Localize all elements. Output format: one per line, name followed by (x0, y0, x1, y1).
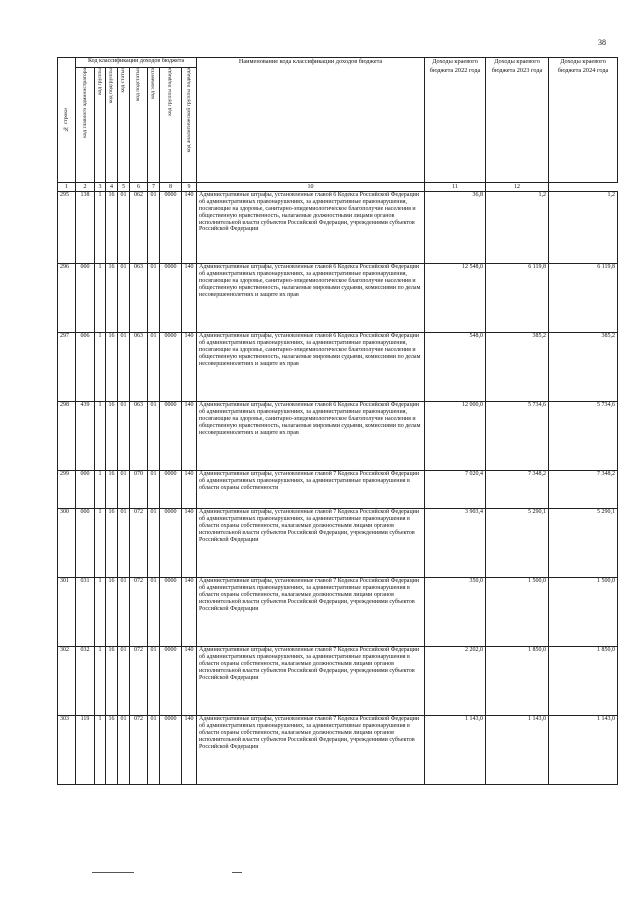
income-name: Административные штрафы, установленные главой 7 Кодекса Российской Федерации об административных правонарушениях, за административные правонарушения в области охраны собственности, налагаемые должностными лицами органов исполнительной власти субъектов Российской Федерации, учреждениями субъектов Российской Федерации (197, 647, 425, 716)
code-cell: 140 (182, 716, 197, 785)
column-numbers-row (58, 183, 618, 192)
code-cell: 140 (182, 264, 197, 333)
amount-2023: 6 119,8 (486, 264, 549, 333)
code-cell: 01 (148, 264, 160, 333)
table-row (58, 716, 618, 785)
amount-2022: 3 903,4 (425, 509, 486, 578)
code-cell: 1 (95, 264, 106, 333)
code-cell: 16 (106, 716, 118, 785)
amount-2022: 1 143,0 (425, 716, 486, 785)
code-cell: 16 (106, 509, 118, 578)
code-cell: 0000 (160, 402, 182, 471)
code-cell: 140 (182, 509, 197, 578)
code-cell: 01 (118, 716, 130, 785)
header-code-group-col: код группы (95, 68, 106, 183)
footer-line-right (232, 872, 242, 873)
amount-2022: 12 548,0 (425, 264, 486, 333)
column-number: 6 (130, 183, 148, 192)
column-number: 4 (106, 183, 118, 192)
code-cell: 01 (118, 264, 130, 333)
code-cell: 070 (130, 471, 148, 509)
header-code-article: код статьи (118, 68, 130, 183)
code-cell: 000 (76, 471, 95, 509)
column-number: 7 (148, 183, 160, 192)
code-cell: 000 (76, 264, 95, 333)
code-cell: 01 (148, 716, 160, 785)
code-cell: 0000 (160, 509, 182, 578)
header-code-element: код элемента (148, 68, 160, 183)
row-number: 300 (58, 509, 76, 578)
code-cell: 01 (148, 647, 160, 716)
code-cell: 1 (95, 192, 106, 264)
code-cell: 063 (130, 333, 148, 402)
code-cell: 138 (76, 192, 95, 264)
code-cell: 16 (106, 402, 118, 471)
code-cell: 062 (130, 192, 148, 264)
code-cell: 0000 (160, 471, 182, 509)
amount-2023: 1 500,0 (486, 578, 549, 647)
income-name: Административные штрафы, установленные главой 7 Кодекса Российской Федерации об административных правонарушениях, за административные правонарушения в области охраны собственности, налагаемые должностными лицами органов исполнительной власти субъектов Российской Федерации, учреждениями субъектов Российской Федерации (197, 716, 425, 785)
column-number: 8 (160, 183, 182, 192)
column-number: 3 (95, 183, 106, 192)
column-number: 9 (182, 183, 197, 192)
header-row-number: № строки (58, 58, 76, 183)
code-cell: 01 (118, 333, 130, 402)
amount-2023: 1,2 (486, 192, 549, 264)
income-name: Административные штрафы, установленные главой 6 Кодекса Российской Федерации об административных правонарушениях, за административные правонарушения, посягающие на здоровье, санитарно-эпидемиологическое благополучие населения и общественную нравственность, налагаемые должностными лицами органов исполнительной власти субъектов Российской Федерации, учреждениями субъектов Российской Федерации (197, 192, 425, 264)
code-cell: 031 (76, 578, 95, 647)
header-name-column: Наименование кода классификации доходов бюджета (197, 58, 425, 183)
row-number: 303 (58, 716, 76, 785)
amount-2024: 7 348,2 (549, 471, 618, 509)
amount-2022: 12 000,0 (425, 402, 486, 471)
header-code-group: Код классификации доходов бюджета (76, 58, 197, 68)
code-cell: 1 (95, 471, 106, 509)
amount-2024: 5 290,1 (549, 509, 618, 578)
income-name: Административные штрафы, установленные главой 6 Кодекса Российской Федерации об административных правонарушениях, за административные правонарушения, посягающие на здоровье, санитарно-эпидемиологическое благополучие населения и общественную нравственность, налагаемые мировыми судьями, комиссиями по делам несовершеннолетних и защите их прав (197, 333, 425, 402)
code-cell: 01 (148, 192, 160, 264)
income-name: Административные штрафы, установленные главой 7 Кодекса Российской Федерации об административных правонарушениях, за административные правонарушения в области охраны собственности (197, 471, 425, 509)
code-cell: 1 (95, 333, 106, 402)
column-number: 11 (425, 183, 486, 192)
code-cell: 01 (148, 578, 160, 647)
code-cell: 1 (95, 578, 106, 647)
amount-2022: 2 202,0 (425, 647, 486, 716)
header-code-subgroup: код подгруппы (106, 68, 118, 183)
code-cell: 0000 (160, 578, 182, 647)
code-cell: 16 (106, 471, 118, 509)
row-number: 297 (58, 333, 76, 402)
column-number: 12 (486, 183, 549, 192)
code-cell: 16 (106, 264, 118, 333)
code-cell: 072 (130, 509, 148, 578)
amount-2022: 548,0 (425, 333, 486, 402)
code-cell: 16 (106, 578, 118, 647)
code-cell: 063 (130, 402, 148, 471)
header-year-2023: Доходы краевого бюджета 2023 года (486, 58, 549, 183)
income-name: Административные штрафы, установленные главой 7 Кодекса Российской Федерации об административных правонарушениях, за административные правонарушения в области охраны собственности, налагаемые должностными лицами органов исполнительной власти субъектов Российской Федерации, учреждениями субъектов Российской Федерации (197, 509, 425, 578)
code-cell: 16 (106, 192, 118, 264)
code-cell: 000 (76, 509, 95, 578)
code-cell: 119 (76, 716, 95, 785)
table-row (58, 402, 618, 471)
code-cell: 01 (118, 402, 130, 471)
code-cell: 140 (182, 471, 197, 509)
row-number: 301 (58, 578, 76, 647)
code-cell: 439 (76, 402, 95, 471)
header-code-subtype-group: код группы подвида (160, 68, 182, 183)
table-row (58, 509, 618, 578)
amount-2024: 1,2 (549, 192, 618, 264)
column-number: 5 (118, 183, 130, 192)
header-code-analytic-group: код аналитической группы подвида (182, 68, 197, 183)
row-number: 302 (58, 647, 76, 716)
code-cell: 1 (95, 402, 106, 471)
code-cell: 140 (182, 333, 197, 402)
code-cell: 072 (130, 647, 148, 716)
code-cell: 1 (95, 509, 106, 578)
code-cell: 01 (118, 578, 130, 647)
code-cell: 0000 (160, 333, 182, 402)
code-cell: 0000 (160, 192, 182, 264)
code-cell: 1 (95, 647, 106, 716)
code-cell: 0000 (160, 264, 182, 333)
column-number: 2 (76, 183, 95, 192)
column-number: 1 (58, 183, 76, 192)
table-row (58, 192, 618, 264)
table-row (58, 264, 618, 333)
code-cell: 072 (130, 578, 148, 647)
code-cell: 072 (130, 716, 148, 785)
code-cell: 006 (76, 333, 95, 402)
header-code-subarticle: код подстатьи (130, 68, 148, 183)
code-cell: 01 (148, 509, 160, 578)
code-cell: 01 (118, 471, 130, 509)
code-cell: 01 (148, 333, 160, 402)
row-number: 298 (58, 402, 76, 471)
code-cell: 01 (118, 509, 130, 578)
income-name: Административные штрафы, установленные главой 6 Кодекса Российской Федерации об административных правонарушениях, за административные правонарушения, посягающие на здоровье, санитарно-эпидемиологическое благополучие населения и общественную нравственность, налагаемые мировыми судьями, комиссиями по делам несовершеннолетних и защите их прав (197, 264, 425, 333)
amount-2024: 5 734,6 (549, 402, 618, 471)
code-cell: 140 (182, 647, 197, 716)
amount-2024: 1 500,0 (549, 578, 618, 647)
amount-2024: 1 143,0 (549, 716, 618, 785)
amount-2023: 7 348,2 (486, 471, 549, 509)
table-row (58, 333, 618, 402)
code-cell: 0000 (160, 647, 182, 716)
code-cell: 140 (182, 402, 197, 471)
code-cell: 063 (130, 264, 148, 333)
amount-2022: 36,8 (425, 192, 486, 264)
column-number: 10 (197, 183, 425, 192)
table-row (58, 578, 618, 647)
row-number: 299 (58, 471, 76, 509)
header-year-2024: Доходы краевого бюджета 2024 года (549, 58, 618, 183)
row-number: 296 (58, 264, 76, 333)
code-cell: 0000 (160, 716, 182, 785)
amount-2023: 5 734,6 (486, 402, 549, 471)
code-cell: 01 (148, 402, 160, 471)
page-number: 38 (598, 38, 606, 47)
amount-2024: 1 850,0 (549, 647, 618, 716)
footer-line-left (92, 872, 134, 873)
amount-2023: 1 850,0 (486, 647, 549, 716)
code-cell: 1 (95, 716, 106, 785)
amount-2023: 1 143,0 (486, 716, 549, 785)
income-name: Административные штрафы, установленные главой 6 Кодекса Российской Федерации об административных правонарушениях, за административные правонарушения, посягающие на здоровье, санитарно-эпидемиологическое благополучие населения и общественную нравственность, налагаемые мировыми судьями, комиссиями по делам несовершеннолетних и защите их прав (197, 402, 425, 471)
code-cell: 140 (182, 192, 197, 264)
table-row (58, 471, 618, 509)
amount-2024: 6 119,8 (549, 264, 618, 333)
code-cell: 032 (76, 647, 95, 716)
code-cell: 01 (118, 647, 130, 716)
amount-2022: 350,0 (425, 578, 486, 647)
row-number: 295 (58, 192, 76, 264)
budget-income-table (57, 57, 618, 785)
table-row (58, 647, 618, 716)
header-year-2022: Доходы краевого бюджета 2022 года (425, 58, 486, 183)
income-name: Административные штрафы, установленные главой 7 Кодекса Российской Федерации об административных правонарушениях, за административные правонарушения в области охраны собственности, налагаемые должностными лицами органов исполнительной власти субъектов Российской Федерации, учреждениями субъектов Российской Федерации (197, 578, 425, 647)
code-cell: 01 (118, 192, 130, 264)
header-code-admin: код главного администратора (76, 68, 95, 183)
table-body (58, 192, 618, 785)
code-cell: 16 (106, 647, 118, 716)
amount-2022: 7 020,4 (425, 471, 486, 509)
amount-2024: 385,2 (549, 333, 618, 402)
code-cell: 16 (106, 333, 118, 402)
code-cell: 140 (182, 578, 197, 647)
amount-2023: 5 290,1 (486, 509, 549, 578)
amount-2023: 385,2 (486, 333, 549, 402)
code-cell: 01 (148, 471, 160, 509)
